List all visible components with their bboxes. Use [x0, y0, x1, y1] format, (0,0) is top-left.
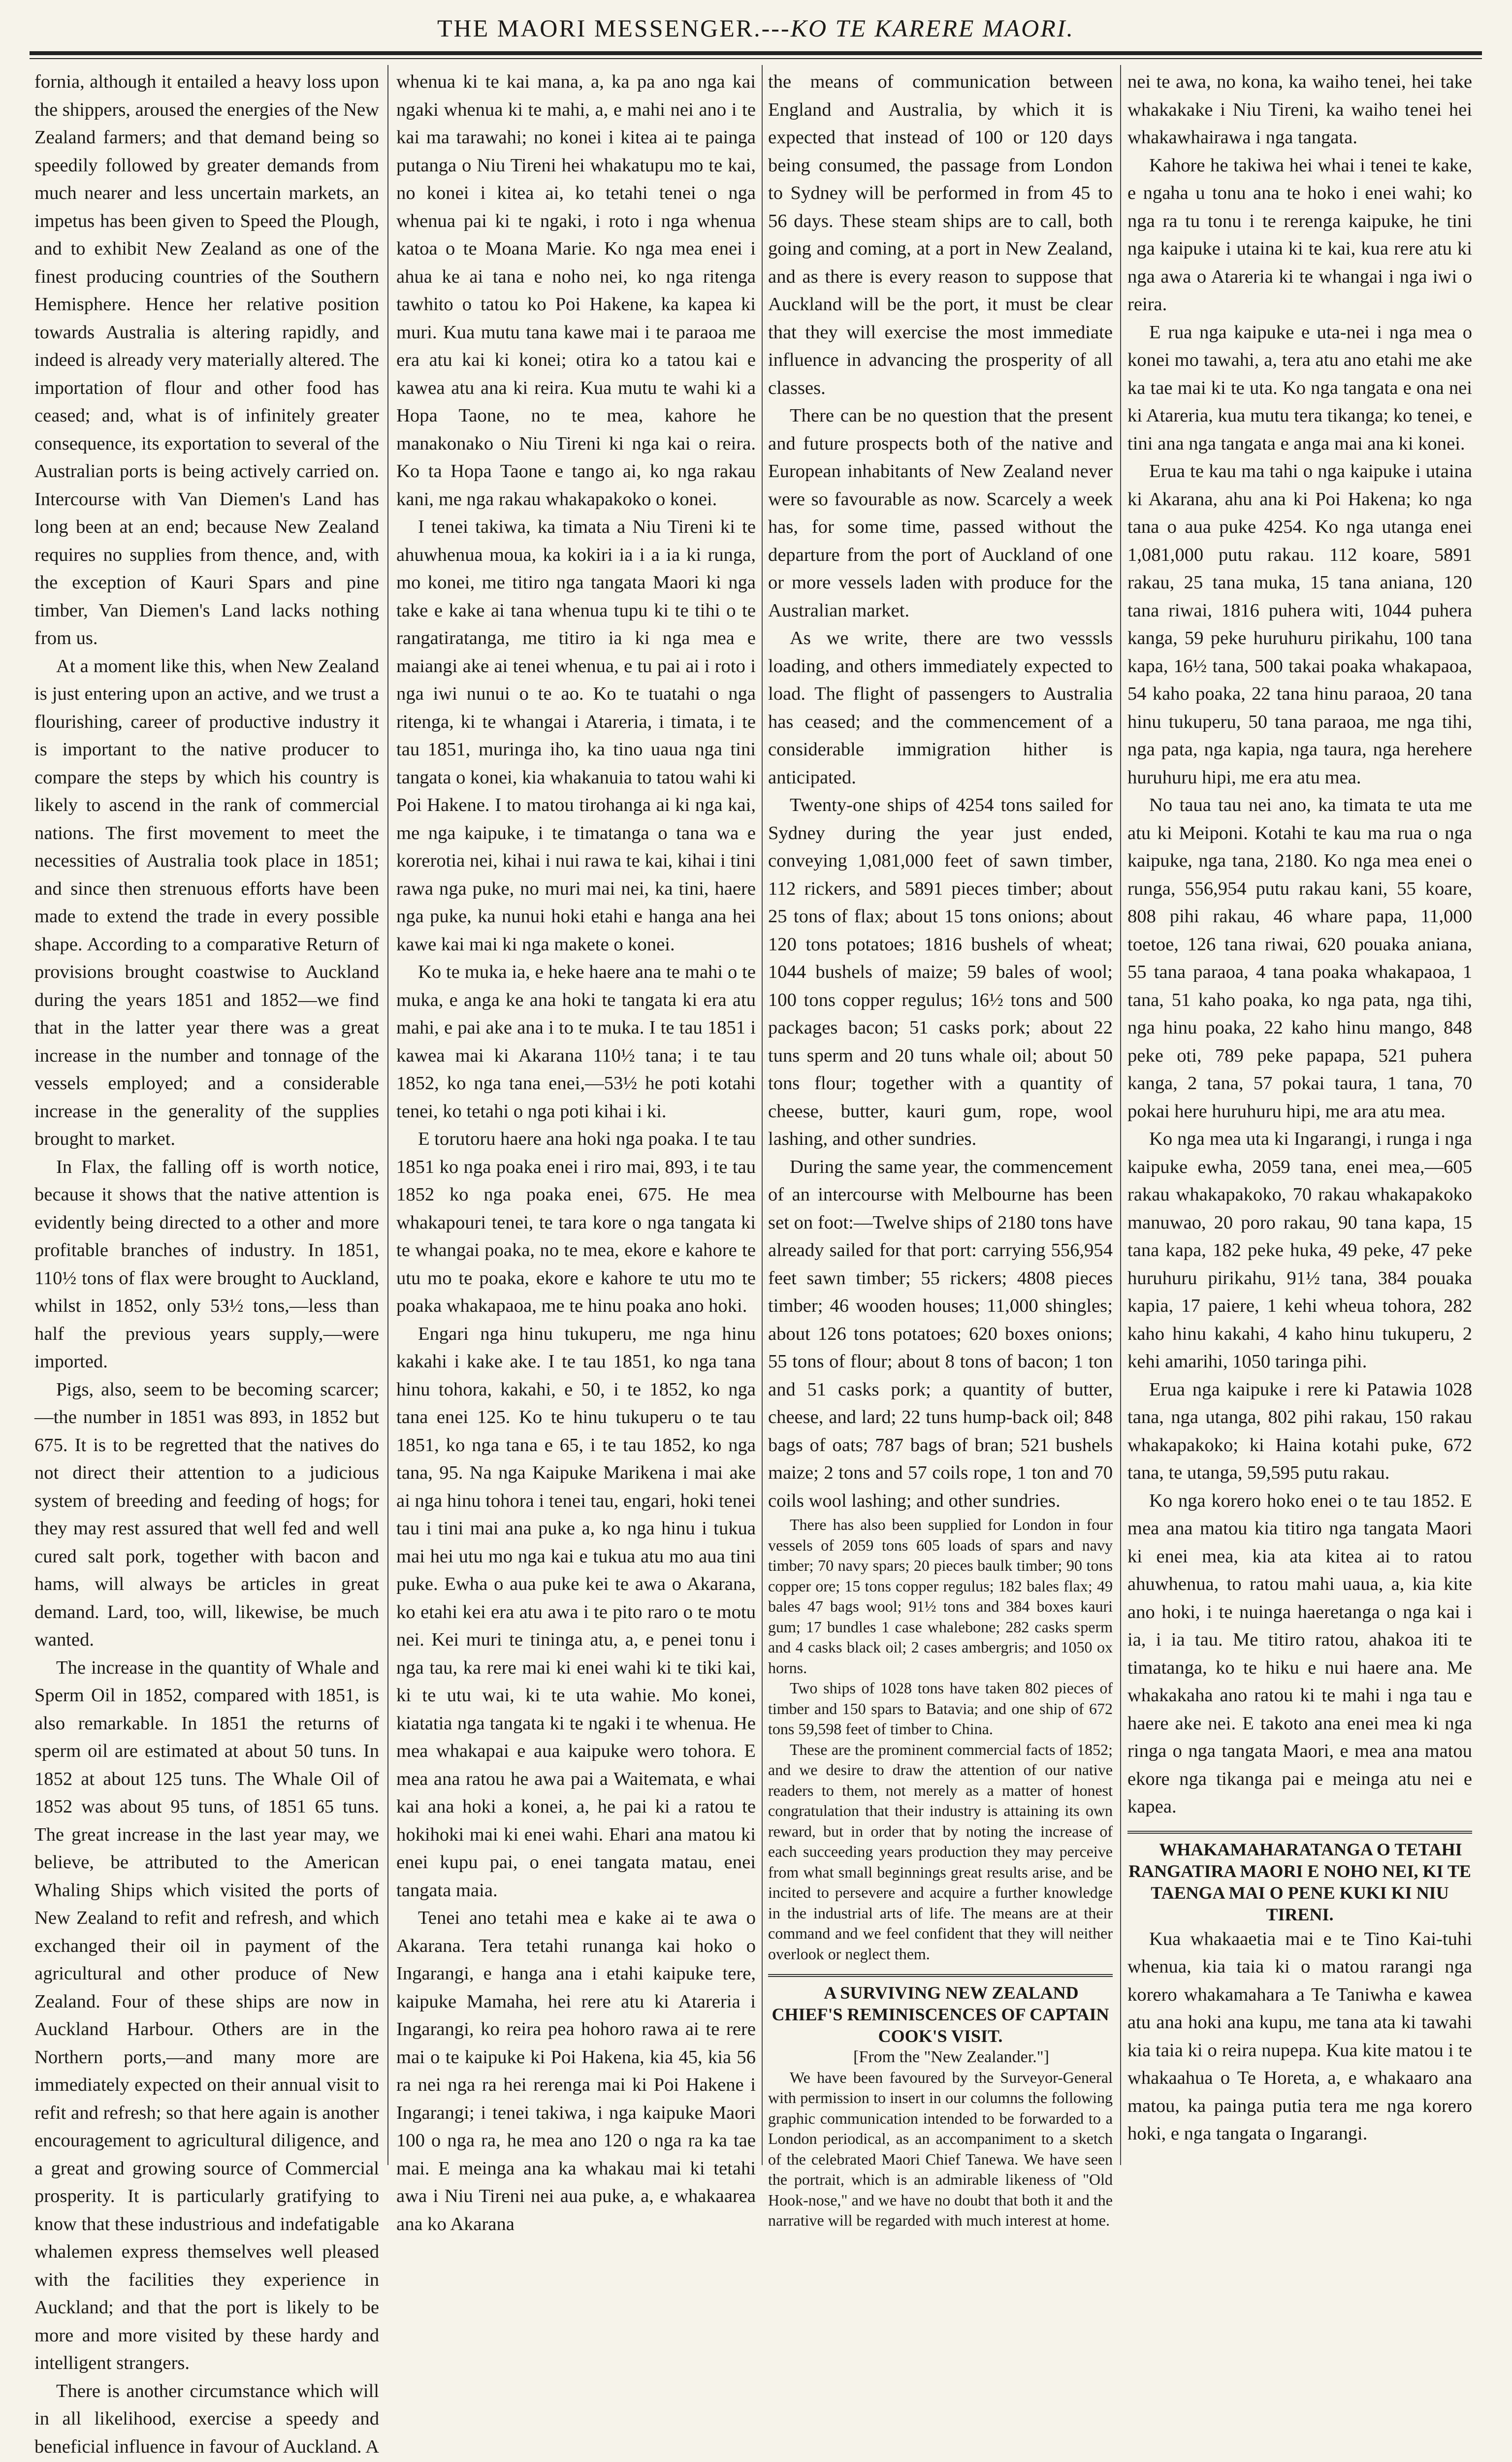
paragraph: nei te awa, no kona, ka waiho tenei, hei take whakakake i Niu Tireni, ka waiho tenei hei whakawhairawa i nga tangata. — [1127, 68, 1472, 152]
paragraph: E torutoru haere ana hoki nga poaka. I te tau 1851 ko nga poaka enei i riro mai, 893, i te tau 1852 ko nga poaka enei, 675. He mea whakapouri tenei, te tara kore o nga tangata ki te whangai poaka, no te mea, ekore e kahore te utu mo te poaka, ekore e kahore te utu mo te poaka whakapaoa, me te hinu poaka ano hoki. — [396, 1125, 756, 1320]
article-headline: A SURVIVING NEW ZEALAND CHIEF'S REMINISCENCES OF CAPTAIN COOK'S VISIT. — [768, 1982, 1113, 2047]
small-print-section — [768, 1515, 1113, 2231]
paragraph: Two ships of 1028 tons have taken 802 pieces of timber and 150 spars to Batavia; and one ship of 672 tons 59,598 feet of timber to China. — [768, 1678, 1113, 1740]
masthead-maori-title: KO TE KARERE MAORI. — [791, 14, 1074, 42]
masthead-english-title: THE MAORI MESSENGER. — [437, 14, 762, 42]
paragraph: Kahore he takiwa hei whai i tenei te kake, e ngaha u tonu ana te hoko i enei wahi; ko nga ra tu tonu i te rerenga kaipuke, he tini nga kaipuke i utaina ki te kai, kua rere atu ki nga awa o Atareria ki te whangai i nga iwi o reira. — [1127, 152, 1472, 319]
masthead — [30, 7, 1482, 49]
paragraph: We have been favoured by the Surveyor-General with permission to insert in our columns the following graphic communication intended to be forwarded to a London periodical, as an accompaniment to a sketch of the celebrated Maori Chief Tanewa. We have seen the portrait, which is an admirable likeness of "Old Hook-nose," and we have no doubt that both it and the narrative will be regarded with much interest at home. — [768, 2068, 1113, 2231]
masthead-rule — [30, 51, 1482, 55]
paragraph: During the same year, the commencement of an intercourse with Melbourne has been set on foot:—Twelve ships of 2180 tons have already sailed for that port: carrying 556,954 feet sawn timber; 55 rickers; 4808 pieces timber; 46 wooden houses; 11,000 shingles; about 126 tons potatoes; 620 boxes onions; 55 tons of flour; about 8 tons of bacon; 1 ton and 51 casks pork; a quantity of butter, cheese, and lard; 22 tuns hump-back oil; 848 bags of oats; 787 bags of bran; 521 bushels maize; 2 tons and 57 coils rope, 1 ton and 70 coils wool lashing; and other sundries. — [768, 1153, 1113, 1515]
masthead-rule-thin — [30, 58, 1482, 59]
paragraph: Ko nga mea uta ki Ingarangi, i runga i nga kaipuke ewha, 2059 tana, enei mea,—605 rakau whakapakoko, 70 rakau whakapakoko manuwao, 20 poro rakau, 90 tana kapa, 15 tana kapa, 182 peke huka, 49 peke, 47 peke huruhuru pirikahu, 91½ tana, 384 pouaka kapia, 17 paiere, 1 kehi wheua tohora, 282 kaho hinu kakahi, 4 kaho hinu tukuperu, 2 kehi amarihi, 1050 taringa pihi. — [1127, 1125, 1472, 1376]
article-source: [From the "New Zealander."] — [768, 2047, 1113, 2068]
paragraph: These are the prominent commercial facts of 1852; and we desire to draw the attention of our native readers to them, not merely as a matter of honest congratulation that their industry is attaining its own reward, but in order that by noting the increase of each succeeding years production they may perceive from what small beginnings great results arise, and be incited to persevere and acquire a further knowledge in the industrial arts of life. The means are at their command and we feel confident that they will neither overlook or neglect them. — [768, 1740, 1113, 1965]
column-english-2 — [768, 68, 1113, 2163]
paragraph: In Flax, the falling off is worth notice, because it shows that the native attention is evidently being directed to a other and more profitable branches of industry. In 1851, 110½ tons of flax were brought to Auckland, whilst in 1852, only 53½ tons,—less than half the previous years supply,—were imported. — [34, 1153, 379, 1376]
paragraph: Ko nga korero hoko enei o te tau 1852. E mea ana matou kia titiro nga tangata Maori ki enei mea, kia ata kitea ai to ratou ahuwhenua, to ratou mahi uaua, a, kia kite ano hoki, i te nuinga haeretanga o nga kai i ia, i ia tau. Me titiro ratou, ahakoa iti te timatanga, ko te hiku e nui haere ana. Me whakakaha ano ratou ki te mahi i nga tau e haere ake nei. E takoto ana enei mea ki nga ringa o nga tangata Maori, e mea ana matou ekore nga tikanga pai e meinga atu nei e kapea. — [1127, 1487, 1472, 1821]
masthead-dash: --- — [762, 14, 791, 42]
paragraph: At a moment like this, when New Zealand is just entering upon an active, and we trust a flourishing, career of productive industry it is important to the native producer to compare the steps by which his country is likely to ascend in the rank of commercial nations. The first movement to meet the necessities of Australia took place in 1851; and since then strenuous efforts have been made to extend the trade in every possible shape. According to a comparative Return of provisions brought coastwise to Auckland during the years 1851 and 1852—we find that in the latter year there was a great increase in the number and tonnage of the vessels employed; and a considerable increase in the generality of the supplies brought to market. — [34, 652, 379, 1153]
paragraph: I tenei takiwa, ka timata a Niu Tireni ki te ahuwhenua moua, ka kokiri ia i a ia ki runga, mo konei, me titiro nga tangata Maori ki nga take e kake ai tana whenua tupu ki te tihi o te rangatiratanga, me titiro ia ki nga mea e maiangi ake ai tenei whenua, e tu pai ai i roto i nga iwi nunui o te ao. Ko te tuatahi o nga ritenga, ki te whangai i Atareria, i timata, i te tau 1851, muringa iho, ka tino uaua nga tini tangata o konei, kia whakanuia to tatou wahi ki Poi Hakene. I to matou tirohanga ai ki nga kai, me nga kaipuke, i te timatanga o tana wa e korerotia nei, kihai i nui rawa te kai, kihai i tini rawa nga puke, no muri mai nei, ka tini, haere nga puke, ka nunui hoki etahi e hanga ana hei kawe kai mai ki nga makete o konei. — [396, 513, 756, 958]
column-divider — [387, 65, 388, 2165]
paragraph: No taua tau nei ano, ka timata te uta me atu ki Meiponi. Kotahi te kau ma rua o nga kaipuke, nga tana, 2180. Ko nga mea enei o runga, 556,954 putu rakau kani, 55 koare, 808 pihi rakau, 46 whare papa, 11,000 toetoe, 126 tana riwai, 620 pouaka aniana, 55 tana paraoa, 4 tana poaka whakapaoa, 1 tana, 51 kaho poaka, ko nga pata, nga tihi, nga hinu poaka, 22 kaho hinu mango, 848 peke oti, 789 peke papapa, 521 puhera kanga, 2 tana, 57 pokai taura, 1 tana, 70 pokai here huruhuru hipi, me ara atu mea. — [1127, 791, 1472, 1125]
paragraph: Kua whakaaetia mai e te Tino Kai-tuhi whenua, kia taia ki o matou rarangi nga korero whakamahara a Te Taniwha e kawea atu ana hoki ana kupu, me tana ata ki tawahi kia taia ki o reira nupepa. Kua kite matou i te whakaahua o Te Horeta, a, e whakaaro ana matou, ka painga putia tera me nga korero hoki, e nga tangata o Ingarangi. — [1127, 1925, 1472, 2148]
paragraph: whenua ki te kai mana, a, ka pa ano nga kai ngaki whenua ki te mahi, a, e mahi nei ano i te kai ma tarawahi; no konei i kitea ai te painga putanga o Niu Tireni hei whakatupu mo te kai, no konei i kitea ai, ko tetahi tenei o nga whenua pai ki te ngaki, i roto i nga whenua katoa o te Moana Marie. Ko nga mea enei i ahua ke ai tana e noho nei, ko nga ritenga tawhito o tatou ko Poi Hakene, ka kapea ki muri. Kua mutu tana kawe mai i te paraoa me era atu kai ki konei; otira ko a tatou kai e kawea atu ana ki reira. Kua mutu te wahi ki a Hopa Taone, no te mea, kahore he manakonako o Niu Tireni ki nga kai o reira. Ko ta Hopa Taone e tango ai, ko nga rakau kani, me nga rakau whakapakoko o konei. — [396, 68, 756, 513]
paragraph: the means of communication between England and Australia, by which it is expected that instead of 100 or 120 days being consumed, the passage from London to Sydney will be performed in from 45 to 56 days. These steam ships are to call, both going and coming, at a port in New Zealand, and as there is every reason to suppose that Auckland will be the port, it must be clear that they will exercise the most immediate influence in advancing the prosperity of all classes. — [768, 68, 1113, 402]
paragraph: As we write, there are two vesssls loading, and others immediately expected to load. The flight of passengers to Australia has ceased; and the commencement of a considerable immigration hither is anticipated. — [768, 624, 1113, 791]
paragraph: fornia, although it entailed a heavy loss upon the shippers, aroused the energies of the New Zealand farmers; and that demand being so speedily followed by greater demands from much nearer and less uncertain markets, an impetus has been given to Speed the Plough, and to exhibit New Zealand as one of the finest producing countries of the Southern Hemisphere. Hence her relative position towards Australia is altering rapidly, and indeed is already very materially altered. The importation of flour and other food has ceased; and, what is of infinitely greater consequence, its exportation to several of the Australian ports is being actively carried on. Intercourse with Van Diemen's Land has long been at an end; because New Zealand requires no supplies from thence, and, with the exception of Kauri Spars and pine timber, Van Diemen's Land lacks nothing from us. — [34, 68, 379, 652]
paragraph: There can be no question that the present and future prospects both of the native and European inhabitants of New Zealand never were so favourable as now. Scarcely a week has, for some time, passed without the departure from the port of Auckland of one or more vessels laden with produce for the Australian market. — [768, 402, 1113, 624]
article-headline: WHAKAMAHARATANGA O TETAHI RANGATIRA MAORI E NOHO NEI, KI TE TAENGA MAI O PENE KUKI KI NIU TIRENI. — [1127, 1839, 1472, 1925]
paragraph: Twenty-one ships of 4254 tons sailed for Sydney during the year just ended, conveying 1,081,000 feet of sawn timber, 112 rickers, and 5891 pieces timber; about 25 tons of flax; about 15 tons onions; about 120 tons potatoes; 1816 bushels of wheat; 1044 bushels of maize; 59 bales of wool; 100 tons copper regulus; 16½ tons and 500 packages bacon; 51 casks pork; about 22 tuns sperm and 20 tuns whale oil; about 50 tons flour; together with a quantity of cheese, butter, kauri gum, rope, wool lashing, and other sundries. — [768, 791, 1113, 1153]
article-separator — [768, 1974, 1113, 1977]
paragraph: Engari nga hinu tukuperu, me nga hinu kakahi i kake ake. I te tau 1851, ko nga tana hinu tohora, kakahi, e 50, i te 1852, ko nga tana enei 125. Ko te hinu tukuperu o te tau 1851, ko nga tana e 65, i te tau 1852, ko nga tana, 95. Na nga Kaipuke Marikena i mai ake ai nga hinu tohora i tenei tau, engari, hoki tenei tau i tini mai ana puke a, ko nga hinu i tukua mai hei utu mo nga kai e tukua atu mo aua tini puke. Ewha o aua puke kei te awa o Akarana, ko etahi kei era atu awa i te pito raro o te motu nei. Kei muri te tininga atu, a, e penei tonu i nga tau, ka rere mai ki enei wahi ki te tiki kai, ki te utu wai, ki te uta wahie. Mo konei, kiatatia nga tangata ki te ngaki i te whenua. He mea whakapai e aua kaipuke wero tohora. E mea ana ratou he awa pai a Waitemata, e whai kai ana hoki a konei, a, he pai ki a ratou te hokihoki mai ki enei wahi. Ehari ana matou ki enei kupu pai, o enei tangata matau, enei tangata maia. — [396, 1320, 756, 1905]
paragraph: Erua nga kaipuke i rere ki Patawia 1028 tana, nga utanga, 802 pihi rakau, 150 rakau whakapakoko; ki Haina kotahi puke, 672 tana, te utanga, 59,595 putu rakau. — [1127, 1376, 1472, 1487]
paragraph: Pigs, also, seem to be becoming scarcer;—the number in 1851 was 893, in 1852 but 675. It is to be regretted that the natives do not direct their attention to a judicious system of breeding and feeding of hogs; for they may rest assured that well fed and well cured salt pork, together with bacon and hams, will always be articles in great demand. Lard, too, will, likewise, be much wanted. — [34, 1376, 379, 1654]
column-divider — [762, 65, 763, 2165]
column-maori-2 — [1127, 68, 1472, 2163]
article-separator — [1127, 1831, 1472, 1834]
paragraph: Erua te kau ma tahi o nga kaipuke i utaina ki Akarana, ahu ana ki Poi Hakena; ko nga tana o aua puke 4254. Ko nga utanga enei 1,081,000 putu rakau. 112 koare, 5891 rakau, 25 tana muka, 15 tana aniana, 120 tana riwai, 1816 puhera witi, 1044 puhera kanga, 59 peke huruhuru pirikahu, 100 tana kapa, 16½ tana, 500 takai poaka whakapaoa, 54 kaho poaka, 22 tana hinu paraoa, 20 tana hinu tukuperu, 50 tana paraoa, me nga tihi, nga pata, nga kapia, nga taura, nga herehere huruhuru hipi, me era atu mea. — [1127, 457, 1472, 791]
column-divider — [1120, 65, 1121, 2165]
paragraph: Tenei ano tetahi mea e kake ai te awa o Akarana. Tera tetahi runanga kai hoko o Ingarangi, e hanga ana i etahi kaipuke tere, kaipuke Mamaha, hei rere atu ki Atareria i Ingarangi, ko reira pea hohoro rawa ai te rere mai o te kaipuke ki Poi Hakena, kia 45, kia 56 ra nei nga ra hei rerenga mai ki Poi Hakene i Ingarangi; i tenei takiwa, i nga kaipuke Maori 100 o nga ra, he mea ano 120 o nga ra ka tae mai. E meinga ana ka whakau mai ki tetahi awa i Niu Tireni nei aua puke, a, e whakaarea ana ko Akarana — [396, 1904, 756, 2238]
column-english-1 — [34, 68, 379, 2163]
paragraph: The increase in the quantity of Whale and Sperm Oil in 1852, compared with 1851, is also remarkable. In 1851 the returns of sperm oil are estimated at about 50 tuns. In 1852 at about 125 tuns. The Whale Oil of 1852 was about 95 tuns, of 1851 65 tuns. The great increase in the last year may, we believe, be attributed to the American Whaling Ships which visited the ports of New Zealand to refit and refresh, and which exchanged their oil in payment of the agricultural and other produce of New Zealand. Four of these ships are now in Auckland Harbour. Others are in the Northern ports,—and many more are immediately expected on their annual visit to refit and refresh; so that here again is another encouragement to agricultural diligence, and a great and growing source of Commercial prosperity. It is particularly gratifying to know that these industrious and indefatigable whalemen express themselves well pleased with the facilities they experience in Auckland; and that the port is likely to be more and more visited by these hardy and intelligent strangers. — [34, 1654, 379, 2377]
paragraph: E rua nga kaipuke e uta-nei i nga mea o konei mo tawahi, a, tera atu ano etahi me ake ka tae mai ki te uta. Ko nga tangata e ona nei ki Atareria, kua mutu tera tikanga; ko tenei, e tini ana nga tangata e anga mai ana ki konei. — [1127, 319, 1472, 458]
column-maori-1 — [396, 68, 756, 2163]
paragraph: Ko te muka ia, e heke haere ana te mahi o te muka, e anga ke ana hoki te tangata ki era atu mahi, e pai ake ana i to te muka. I te tau 1851 i kawea mai ki Akarana 110½ tana; i te tau 1852, ko nga tana enei,—53½ he poti kotahi tenei, ko tetahi o nga poti kihai i ki. — [396, 958, 756, 1125]
paragraph: There is another circumstance which will in all likelihood, exercise a speedy and beneficial influence in favour of Auckland. A — [34, 2377, 379, 2462]
paragraph: There has also been supplied for London in four vessels of 2059 tons 605 loads of spars and navy timber; 70 navy spars; 20 pieces baulk timber; 90 tons copper ore; 15 tons copper regulus; 182 bales flax; 49 bales 47 bags wool; 91½ tons and 384 boxes kauri gum; 17 bundles 1 case whalebone; 282 casks sperm and 4 casks black oil; 2 cases ambergris; and 1050 ox horns. — [768, 1515, 1113, 1678]
